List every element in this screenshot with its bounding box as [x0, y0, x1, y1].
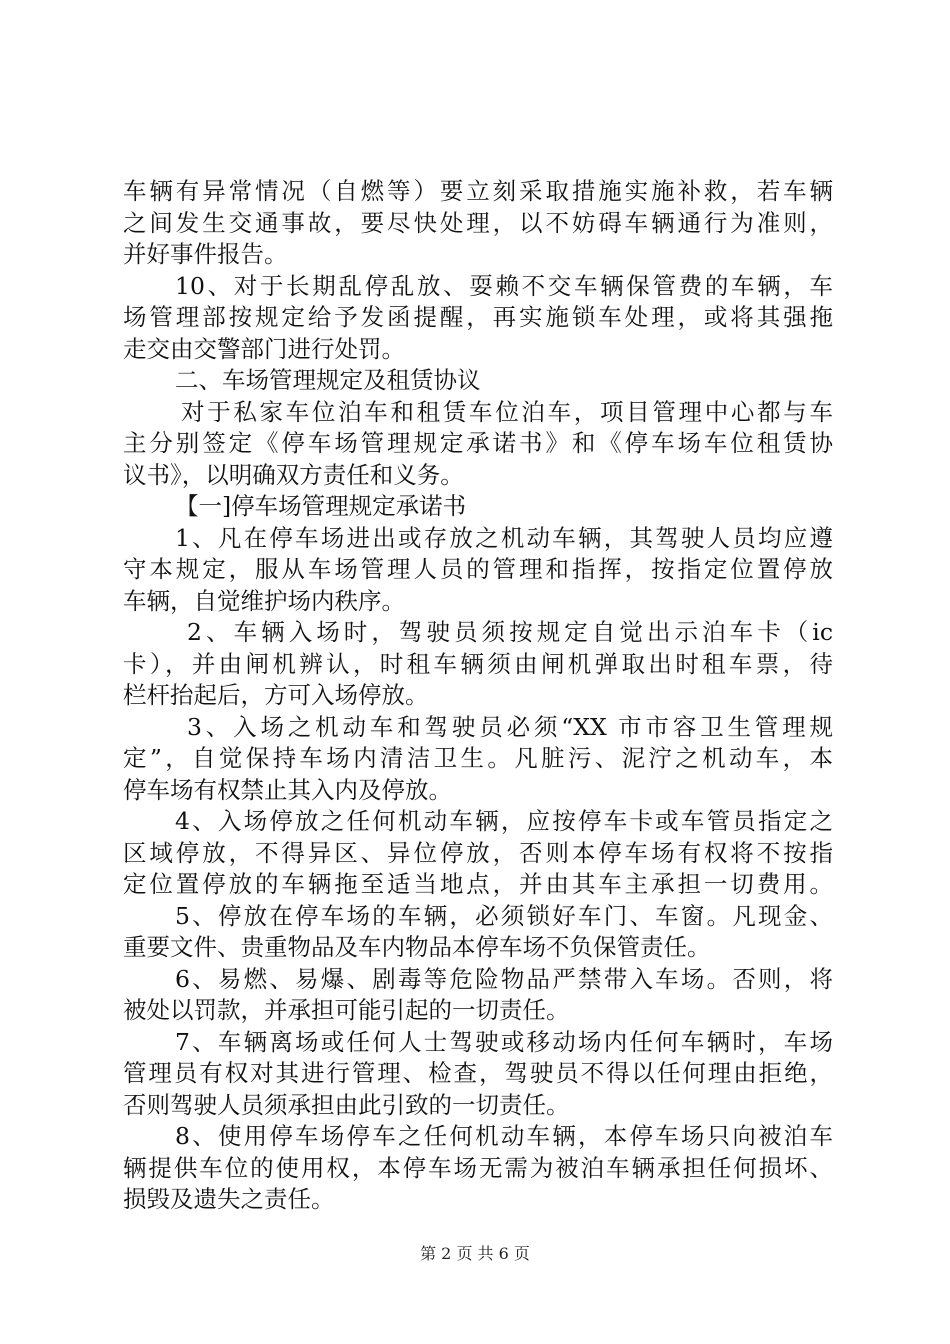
- subsection-heading: [123, 491, 833, 523]
- section-heading: [123, 365, 833, 397]
- document-body: [123, 176, 833, 1216]
- text-line: 10、对于长期乱停乱放、耍赖不交车辆保管费的车辆，车: [175, 271, 833, 300]
- text-line: 被处以罚款，并承担可能引起的一切责任。: [123, 996, 570, 1024]
- text-line: 3、入场之机动车和驾驶员必须“XX 市市容卫生管理规: [187, 712, 833, 741]
- text-line: 6、易燃、易爆、剧毒等危险物品严禁带入车场。否则，将: [175, 964, 833, 993]
- text-line: 定位置停放的车辆拖至适当地点，并由其车主承担一切费用。: [123, 870, 833, 898]
- text-line: 之间发生交通事故，要尽快处理，以不妨碍车辆通行为准则，: [123, 208, 833, 237]
- text-line: 走交由交警部门进行处罚。: [123, 334, 405, 363]
- text-line: 损毁及遗失之责任。: [123, 1185, 335, 1213]
- paragraph-agreements-intro: [123, 397, 833, 492]
- paragraph-item-10: [123, 271, 833, 366]
- text-line: 停车场有权禁止其入内及停放。: [123, 775, 452, 804]
- text-line: 管理员有权对其进行管理、检查，驾驶员不得以任何理由拒绝，: [123, 1059, 833, 1087]
- text-line: 否则驾驶人员须承担由此引致的一切责任。: [123, 1090, 570, 1119]
- text-line: 车辆，自觉维护场内秩序。: [123, 586, 405, 615]
- heading-text: 二、车场管理规定及租赁协议: [175, 366, 481, 394]
- paragraph-item-5: [123, 901, 833, 964]
- text-line: 7、车辆离场或任何人士驾驶或移动场内任何车辆时，车场: [175, 1027, 833, 1056]
- paragraph-item-3: [123, 712, 833, 807]
- text-line: 守本规定，服从车场管理人员的管理和指挥，按指定位置停放: [123, 555, 833, 583]
- text-line: 并好事件报告。: [123, 240, 288, 268]
- text-line: 场管理部按规定给予发函提醒，再实施锁车处理，或将其强拖: [123, 303, 833, 331]
- text-line: 重要文件、贵重物品及车内物品本停车场不负保管责任。: [123, 933, 711, 961]
- text-line: 辆提供车位的使用权，本停车场无需为被泊车辆承担任何损坏、: [123, 1153, 833, 1182]
- paragraph-item-8: [123, 1121, 833, 1216]
- text-line: 对于私家车位泊车和租赁车位泊车，项目管理中心都与车: [181, 397, 833, 426]
- heading-text: 【一]停车场管理规定承诺书: [175, 492, 467, 520]
- paragraph-item-7: [123, 1027, 833, 1122]
- paragraph-item-1: [123, 523, 833, 618]
- text-line: 车辆有异常情况（自燃等）要立刻采取措施实施补救，若车辆: [123, 177, 833, 205]
- text-line: 卡），并由闸机辨认，时租车辆须由闸机弹取出时租车票，待: [123, 649, 833, 678]
- page-number-footer: 第 2 页 共 6 页: [420, 1244, 530, 1263]
- text-line: 5、停放在停车场的车辆，必须锁好车门、车窗。凡现金、: [175, 901, 833, 930]
- text-line: 定”，自觉保持车场内清洁卫生。凡脏污、泥泞之机动车，本: [123, 744, 833, 772]
- paragraph-item-4: [123, 806, 833, 901]
- paragraph-vehicle-anomaly: [123, 176, 833, 271]
- text-line: 议书》，以明确双方责任和义务。: [123, 460, 464, 489]
- text-line: 8、使用停车场停车之任何机动车辆，本停车场只向被泊车: [175, 1122, 833, 1150]
- text-line: 1、凡在停车场进出或存放之机动车辆，其驾驶人员均应遵: [175, 523, 833, 552]
- text-line: 区域停放，不得异区、异位停放，否则本停车场有权将不按指: [123, 838, 833, 867]
- text-line: 栏杆抬起后，方可入场停放。: [123, 681, 429, 709]
- text-line: 主分别签定《停车场管理规定承诺书》和《停车场车位租赁协: [123, 429, 833, 457]
- paragraph-item-2: [123, 617, 833, 712]
- paragraph-item-6: [123, 964, 833, 1027]
- text-line: 4、入场停放之任何机动车辆，应按停车卡或车管员指定之: [175, 807, 833, 835]
- text-line: 2、车辆入场时，驾驶员须按规定自觉出示泊车卡（ic: [187, 618, 833, 646]
